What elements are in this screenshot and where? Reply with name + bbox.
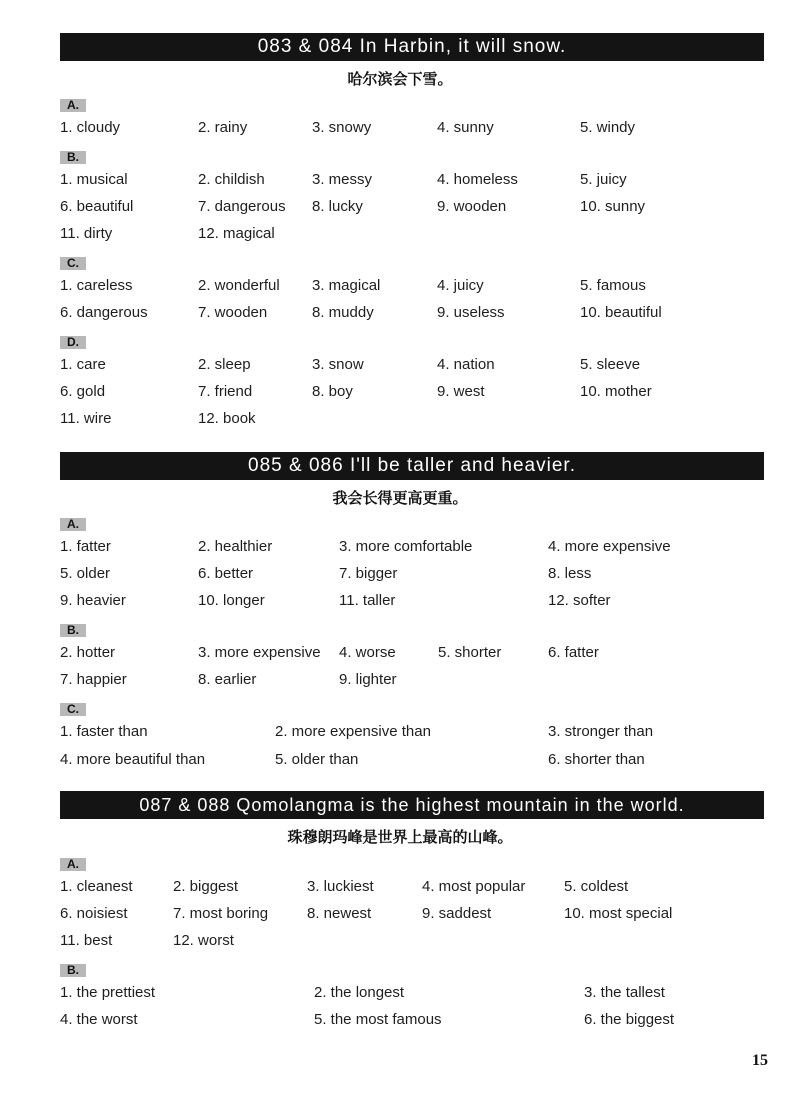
answer-item: 4. more expensive	[548, 538, 671, 555]
answer-item: 6. dangerous	[60, 304, 148, 321]
answer-item: 5. older than	[275, 751, 359, 768]
answer-row	[0, 1011, 800, 1035]
answer-row	[0, 644, 800, 668]
answer-row	[0, 565, 800, 589]
answer-item: 5. the most famous	[314, 1011, 442, 1028]
answer-row	[0, 751, 800, 775]
answer-item: 2. rainy	[198, 119, 248, 136]
answer-item: 5. windy	[580, 119, 636, 136]
answer-item: 1. cleanest	[60, 878, 133, 895]
answer-item: 3. magical	[312, 277, 381, 294]
answer-item: 3. luckiest	[307, 878, 374, 895]
answer-row	[0, 225, 800, 249]
answer-item: 5. famous	[580, 277, 646, 294]
answer-item: 4. homeless	[437, 171, 518, 188]
answer-item: 11. taller	[339, 592, 396, 609]
answer-item: 5. coldest	[564, 878, 629, 895]
answer-item: 3. snow	[312, 356, 364, 373]
answer-item: 5. shorter	[438, 644, 502, 661]
answer-item: 8. boy	[312, 383, 353, 400]
group-label-c: C.	[60, 257, 86, 270]
page-number: 15	[752, 1052, 768, 1069]
answer-item: 7. happier	[60, 671, 127, 688]
answer-item: 12. softer	[548, 592, 611, 609]
answer-item: 3. stronger than	[548, 723, 654, 740]
answer-item: 10. longer	[198, 592, 265, 609]
answer-item: 11. dirty	[60, 225, 113, 242]
answer-item: 4. juicy	[437, 277, 484, 294]
group-label-b: B.	[60, 624, 86, 637]
answer-item: 8. muddy	[312, 304, 374, 321]
answer-item: 2. more expensive than	[275, 723, 431, 740]
answer-item: 7. bigger	[339, 565, 398, 582]
answer-item: 1. musical	[60, 171, 128, 188]
answer-item: 9. west	[437, 383, 485, 400]
answer-item: 10. beautiful	[580, 304, 662, 321]
answer-item: 1. fatter	[60, 538, 111, 555]
answer-item: 5. sleeve	[580, 356, 641, 373]
answer-item: 12. book	[198, 410, 256, 427]
answer-row	[0, 119, 800, 143]
answer-item: 6. the biggest	[584, 1011, 675, 1028]
answer-item: 5. juicy	[580, 171, 627, 188]
answer-item: 1. careless	[60, 277, 133, 294]
answer-item: 9. useless	[437, 304, 505, 321]
group-label-d: D.	[60, 336, 86, 349]
answer-item: 3. more comfortable	[339, 538, 473, 555]
answer-item: 4. sunny	[437, 119, 494, 136]
section-subtitle: 哈尔滨会下雪。	[347, 70, 453, 88]
answer-row	[0, 171, 800, 195]
group-label-b: B.	[60, 151, 86, 164]
answer-row	[0, 277, 800, 301]
answer-item: 7. wooden	[198, 304, 268, 321]
answer-item: 3. the tallest	[584, 984, 665, 1001]
answer-item: 2. wonderful	[198, 277, 280, 294]
answer-item: 4. more beautiful than	[60, 751, 206, 768]
answer-item: 2. healthier	[198, 538, 273, 555]
answer-row	[0, 538, 800, 562]
answer-row	[0, 410, 800, 434]
answer-item: 4. nation	[437, 356, 495, 373]
answer-row	[0, 723, 800, 747]
answer-row	[0, 304, 800, 328]
answer-item: 8. less	[548, 565, 592, 582]
answer-row	[0, 592, 800, 616]
answer-item: 5. older	[60, 565, 111, 582]
answer-item: 8. newest	[307, 905, 372, 922]
section-subtitle: 我会长得更高更重。	[332, 489, 468, 507]
answer-item: 4. most popular	[422, 878, 526, 895]
answer-item: 3. more expensive	[198, 644, 321, 661]
answer-item: 12. magical	[198, 225, 275, 242]
answer-item: 8. earlier	[198, 671, 257, 688]
answer-row	[0, 356, 800, 380]
answer-item: 6. fatter	[548, 644, 599, 661]
answer-item: 6. beautiful	[60, 198, 134, 215]
answer-item: 7. most boring	[173, 905, 269, 922]
group-label-c: C.	[60, 703, 86, 716]
answer-item: 2. childish	[198, 171, 265, 188]
answer-item: 9. lighter	[339, 671, 397, 688]
answer-item: 10. sunny	[580, 198, 646, 215]
answer-item: 10. most special	[564, 905, 673, 922]
answer-item: 9. wooden	[437, 198, 507, 215]
answer-item: 6. better	[198, 565, 254, 582]
group-label-a: A.	[60, 518, 86, 531]
answer-row	[0, 878, 800, 902]
answer-item: 4. the worst	[60, 1011, 138, 1028]
answer-item: 2. hotter	[60, 644, 116, 661]
answer-item: 8. lucky	[312, 198, 363, 215]
answer-item: 6. noisiest	[60, 905, 128, 922]
answer-row	[0, 905, 800, 929]
answer-item: 7. friend	[198, 383, 253, 400]
answer-item: 9. heavier	[60, 592, 126, 609]
answer-item: 4. worse	[339, 644, 396, 661]
answer-item: 9. saddest	[422, 905, 492, 922]
section-subtitle: 珠穆朗玛峰是世界上最高的山峰。	[287, 828, 513, 846]
answer-item: 11. best	[60, 932, 113, 949]
answer-row	[0, 932, 800, 956]
answer-item: 3. messy	[312, 171, 373, 188]
answer-row	[0, 383, 800, 407]
answer-item: 10. mother	[580, 383, 652, 400]
answer-item: 6. shorter than	[548, 751, 645, 768]
answer-item: 2. sleep	[198, 356, 251, 373]
answer-item: 3. snowy	[312, 119, 372, 136]
answer-item: 1. care	[60, 356, 106, 373]
answer-item: 6. gold	[60, 383, 106, 400]
group-label-a: A.	[60, 858, 86, 871]
answer-item: 11. wire	[60, 410, 112, 427]
answer-item: 1. faster than	[60, 723, 148, 740]
section-title-bar: 087 & 088 Qomolangma is the highest mountain in the world.	[60, 791, 764, 819]
section-title-bar: 083 & 084 In Harbin, it will snow.	[60, 33, 764, 61]
group-label-a: A.	[60, 99, 86, 112]
answer-item: 2. the longest	[314, 984, 405, 1001]
answer-item: 1. cloudy	[60, 119, 121, 136]
section-title-bar: 085 & 086 I'll be taller and heavier.	[60, 452, 764, 480]
answer-item: 12. worst	[173, 932, 234, 949]
answer-item: 7. dangerous	[198, 198, 286, 215]
answer-row	[0, 198, 800, 222]
answer-item: 1. the prettiest	[60, 984, 156, 1001]
answer-row	[0, 984, 800, 1008]
answer-item: 2. biggest	[173, 878, 239, 895]
group-label-b: B.	[60, 964, 86, 977]
answer-row	[0, 671, 800, 695]
